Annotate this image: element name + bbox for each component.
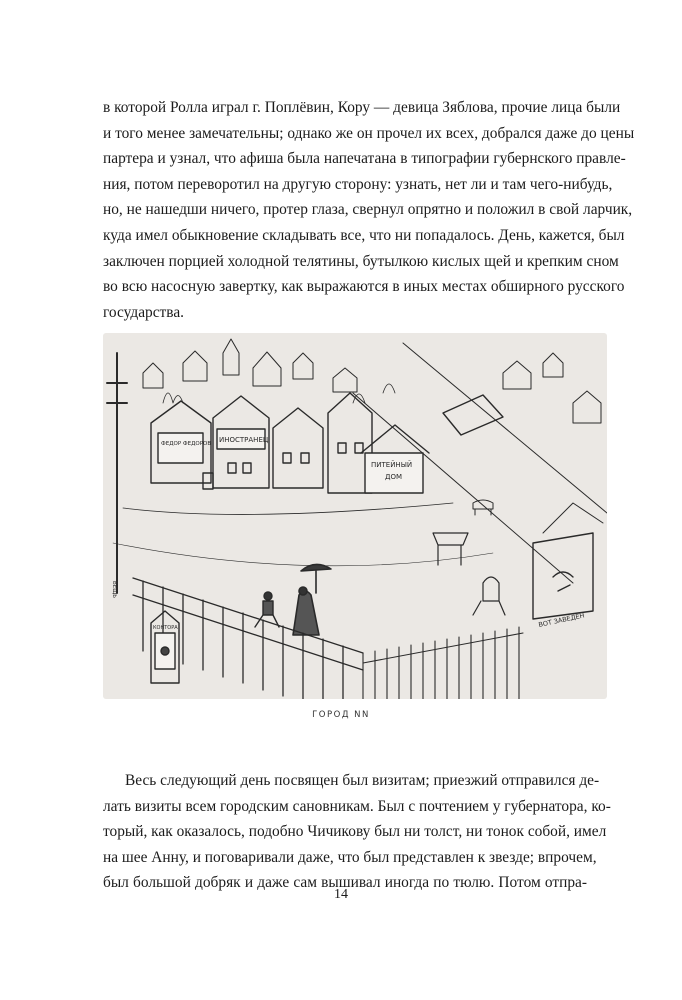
text-line: партера и узнал, что афиша была напечатана в типографии губернского правле- [103,150,626,168]
sign-small: КОНТОРА [153,625,178,631]
text-line: был большой добряк и даже сам вышивал иногда по тюлю. Потом отпра- [103,874,587,892]
picket-fence [363,627,523,699]
sign-tavern-1: ПИТЕЙНЫЙ [371,461,413,469]
text-line: торый, как оказалось, подобно Чичикову был ни толст, ни тонок собой, имел [103,823,607,841]
text-line: государства. [103,303,185,321]
sign-right: ВОТ ЗАВЕДЕН [537,611,586,629]
text-line: на шее Анну, и поговаривали даже, что был представлен к звезде; впрочем, [103,848,597,866]
table [433,533,468,565]
sign-left-2: ФЕДОР ФЕДОРОВ [161,441,212,447]
text-line: ния, потом переворотил на другую сторону: узнать, нет ли и там чего-нибудь, [103,175,613,193]
body-paragraph-1 [103,95,635,325]
distant-houses [143,339,601,423]
text-line: во всю насосную завертку, как выражаются в иных местах обширного русского [103,278,625,296]
sign-vertical: ВЕЩЬ [111,581,117,599]
ground-line [123,503,453,514]
pole [107,353,127,593]
sign-left: ИНОСТРАНЕЦ [219,436,269,444]
body-paragraph-2 [103,768,611,896]
text-line: лать визиты всем городским сановникам. Был с почтением у губернатора, ко- [103,797,611,815]
sign-tavern-2: ДОМ [385,473,403,481]
text-line: и того менее замечательны; однако же он прочел их всех, добрался даже до цены [103,124,635,142]
illustration-caption: ГОРОД NN [312,710,370,720]
trees [163,384,395,403]
text-line: заключен порцией холодной телятины, бутылкою кислых щей и крепким сном [103,252,619,270]
text-line: Весь следующий день посвящен был визитам; приезжий отправился де- [125,772,600,789]
page-number: 14 [334,887,348,902]
text-line: куда имел обыкновение складывать все, что ни попадалось. День, кажется, был [103,226,625,244]
text-line: в которой Ролла играл г. Поплёвин, Кору — девица Зяблова, прочие лица были [103,99,621,116]
signboard-right [533,503,603,619]
ground-line [113,543,493,566]
road-edge [403,343,607,513]
figure-right [473,577,505,615]
animal [473,500,493,515]
text-line: но, не нашедши ничего, протер глаза, свернул опрятно и положил в свой ларчик, [103,201,633,219]
woman-with-umbrella [293,564,331,635]
etching-illustration [103,333,607,699]
guard-booth [151,611,179,683]
